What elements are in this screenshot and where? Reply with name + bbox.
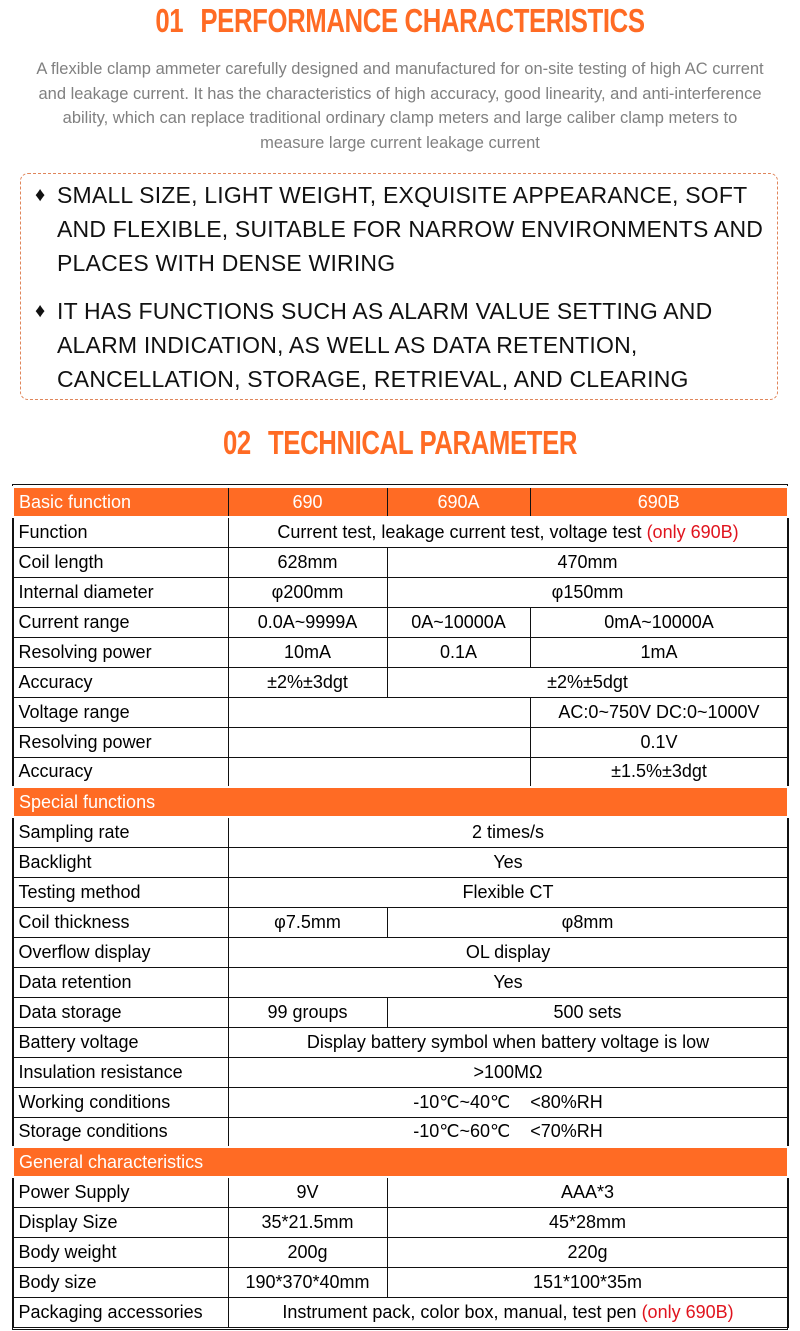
row-label: Testing method bbox=[13, 877, 228, 907]
table-row bbox=[13, 997, 788, 1027]
cell-empty bbox=[228, 697, 530, 727]
table-row bbox=[13, 817, 788, 847]
row-label: Coil length bbox=[13, 547, 228, 577]
cell-690a: 0.1A bbox=[387, 637, 530, 667]
row-label: Data retention bbox=[13, 967, 228, 997]
row-label: Body size bbox=[13, 1267, 228, 1297]
cell-690: 190*370*40mm bbox=[228, 1267, 387, 1297]
table-row bbox=[13, 697, 788, 727]
cell-690a-690b: 470mm bbox=[387, 547, 788, 577]
cell-690: ±2%±3dgt bbox=[228, 667, 387, 697]
diamond-bullet-icon: ♦ bbox=[35, 300, 46, 322]
row-value: Yes bbox=[228, 847, 788, 877]
row-label: Accuracy bbox=[13, 667, 228, 697]
row-value: Display battery symbol when battery voltage is low bbox=[228, 1027, 788, 1057]
header-cell: 690 bbox=[228, 487, 387, 517]
section-title-text: PERFORMANCE CHARACTERISTICS bbox=[200, 2, 645, 39]
cell-690: 628mm bbox=[228, 547, 387, 577]
cell-690a-690b: 151*100*35m bbox=[387, 1267, 788, 1297]
cell-690: 99 groups bbox=[228, 997, 387, 1027]
cell-empty bbox=[228, 727, 530, 757]
spec-table bbox=[12, 486, 789, 1328]
table-row bbox=[13, 847, 788, 877]
table-row bbox=[13, 637, 788, 667]
table-header-row bbox=[13, 487, 788, 517]
row-label: Coil thickness bbox=[13, 907, 228, 937]
table-row bbox=[13, 517, 788, 547]
row-value: >100MΩ bbox=[228, 1057, 788, 1087]
table-row bbox=[13, 1207, 788, 1237]
row-label: Voltage range bbox=[13, 697, 228, 727]
row-value: Yes bbox=[228, 967, 788, 997]
cell-690b: AC:0~750V DC:0~1000V bbox=[530, 697, 788, 727]
table-section-header-special bbox=[13, 787, 788, 817]
cell-690: 200g bbox=[228, 1237, 387, 1267]
cell-690a-690b: 45*28mm bbox=[387, 1207, 788, 1237]
row-label: Resolving power bbox=[13, 637, 228, 667]
table-row bbox=[13, 727, 788, 757]
note-text: (only 690B) bbox=[646, 521, 739, 542]
table-row bbox=[13, 1117, 788, 1147]
row-label: Storage conditions bbox=[13, 1117, 228, 1147]
cell-690a-690b: 220g bbox=[387, 1237, 788, 1267]
cell-690b: 1mA bbox=[530, 637, 788, 667]
section-title-text: TECHNICAL PARAMETER bbox=[267, 424, 578, 461]
cell-690: 0.0A~9999A bbox=[228, 607, 387, 637]
note-text: (only 690B) bbox=[641, 1301, 734, 1322]
cell-690b: 0mA~10000A bbox=[530, 607, 788, 637]
table-row bbox=[13, 1087, 788, 1117]
cell-690a-690b: AAA*3 bbox=[387, 1177, 788, 1207]
cell-690: 35*21.5mm bbox=[228, 1207, 387, 1237]
cell-690a-690b: φ8mm bbox=[387, 907, 788, 937]
row-value: Flexible CT bbox=[228, 877, 788, 907]
row-value: 2 times/s bbox=[228, 817, 788, 847]
cell-690b: ±1.5%±3dgt bbox=[530, 757, 788, 787]
cell-690a: 0A~10000A bbox=[387, 607, 530, 637]
feature-item bbox=[35, 294, 771, 396]
row-label: Overflow display bbox=[13, 937, 228, 967]
row-label: Insulation resistance bbox=[13, 1057, 228, 1087]
cell-690a-690b: 500 sets bbox=[387, 997, 788, 1027]
cell-690b: 0.1V bbox=[530, 727, 788, 757]
row-label: Sampling rate bbox=[13, 817, 228, 847]
cell-empty bbox=[228, 757, 530, 787]
table-row bbox=[13, 877, 788, 907]
table-row bbox=[13, 577, 788, 607]
table-section-header-general bbox=[13, 1147, 788, 1177]
section-number: 02 bbox=[222, 424, 251, 461]
row-label: Packaging accessories bbox=[13, 1297, 228, 1327]
cell-690: φ7.5mm bbox=[228, 907, 387, 937]
table-row bbox=[13, 757, 788, 787]
row-label: Data storage bbox=[13, 997, 228, 1027]
row-label: Battery voltage bbox=[13, 1027, 228, 1057]
row-value bbox=[228, 1297, 788, 1327]
table-row bbox=[13, 907, 788, 937]
row-label: Current range bbox=[13, 607, 228, 637]
table-row bbox=[13, 1237, 788, 1267]
row-label: Internal diameter bbox=[13, 577, 228, 607]
cell-690: 9V bbox=[228, 1177, 387, 1207]
value-text: Current test, leakage current test, voltage test bbox=[277, 521, 647, 542]
feature-text: SMALL SIZE, LIGHT WEIGHT, EXQUISITE APPEARANCE, SOFT AND FLEXIBLE, SUITABLE FOR NARROW ENVIRONMENTS AND PLACES WITH DENSE WIRING bbox=[57, 182, 764, 276]
intro-paragraph: A flexible clamp ammeter carefully designed and manufactured for on-site testing of high AC current and leakage current. It has the characteristics of high accuracy, good linearity, and anti-interference ability, which can replace traditional ordinary clamp meters and large caliber clamp meters to measure large current leakage current bbox=[36, 60, 764, 152]
row-value: -10℃~40℃ <80%RH bbox=[228, 1087, 788, 1117]
row-label: Display Size bbox=[13, 1207, 228, 1237]
cell-690a-690b: φ150mm bbox=[387, 577, 788, 607]
row-label: Accuracy bbox=[13, 757, 228, 787]
table-row bbox=[13, 1267, 788, 1297]
header-cell: General characteristics bbox=[13, 1147, 788, 1177]
features-box bbox=[20, 173, 778, 400]
section-title-performance bbox=[88, 2, 712, 40]
feature-item bbox=[35, 178, 771, 280]
table-row bbox=[13, 967, 788, 997]
cell-690: φ200mm bbox=[228, 577, 387, 607]
cell-690: 10mA bbox=[228, 637, 387, 667]
row-value bbox=[228, 517, 788, 547]
row-label: Power Supply bbox=[13, 1177, 228, 1207]
row-value: -10℃~60℃ <70%RH bbox=[228, 1117, 788, 1147]
section-title-technical bbox=[88, 424, 712, 462]
row-label: Backlight bbox=[13, 847, 228, 877]
row-value: OL display bbox=[228, 937, 788, 967]
row-label: Resolving power bbox=[13, 727, 228, 757]
table-row bbox=[13, 1027, 788, 1057]
feature-text: IT HAS FUNCTIONS SUCH AS ALARM VALUE SETTING AND ALARM INDICATION, AS WELL AS DATA RETENTION, CANCELLATION, STORAGE, RETRIEVAL, AND CLEARING bbox=[57, 298, 713, 392]
value-text: Instrument pack, color box, manual, test pen bbox=[282, 1301, 642, 1322]
cell-690a-690b: ±2%±5dgt bbox=[387, 667, 788, 697]
header-cell: Basic function bbox=[13, 487, 228, 517]
table-row bbox=[13, 607, 788, 637]
table-row bbox=[13, 1177, 788, 1207]
table-row bbox=[13, 1057, 788, 1087]
table-row bbox=[13, 547, 788, 577]
header-cell: 690B bbox=[530, 487, 788, 517]
header-cell: Special functions bbox=[13, 787, 788, 817]
table-row bbox=[13, 667, 788, 697]
diamond-bullet-icon: ♦ bbox=[35, 184, 46, 206]
table-row bbox=[13, 1297, 788, 1327]
section-number: 01 bbox=[155, 2, 184, 39]
header-cell: 690A bbox=[387, 487, 530, 517]
row-label: Working conditions bbox=[13, 1087, 228, 1117]
table-row bbox=[13, 937, 788, 967]
row-label: Function bbox=[13, 517, 228, 547]
row-label: Body weight bbox=[13, 1237, 228, 1267]
